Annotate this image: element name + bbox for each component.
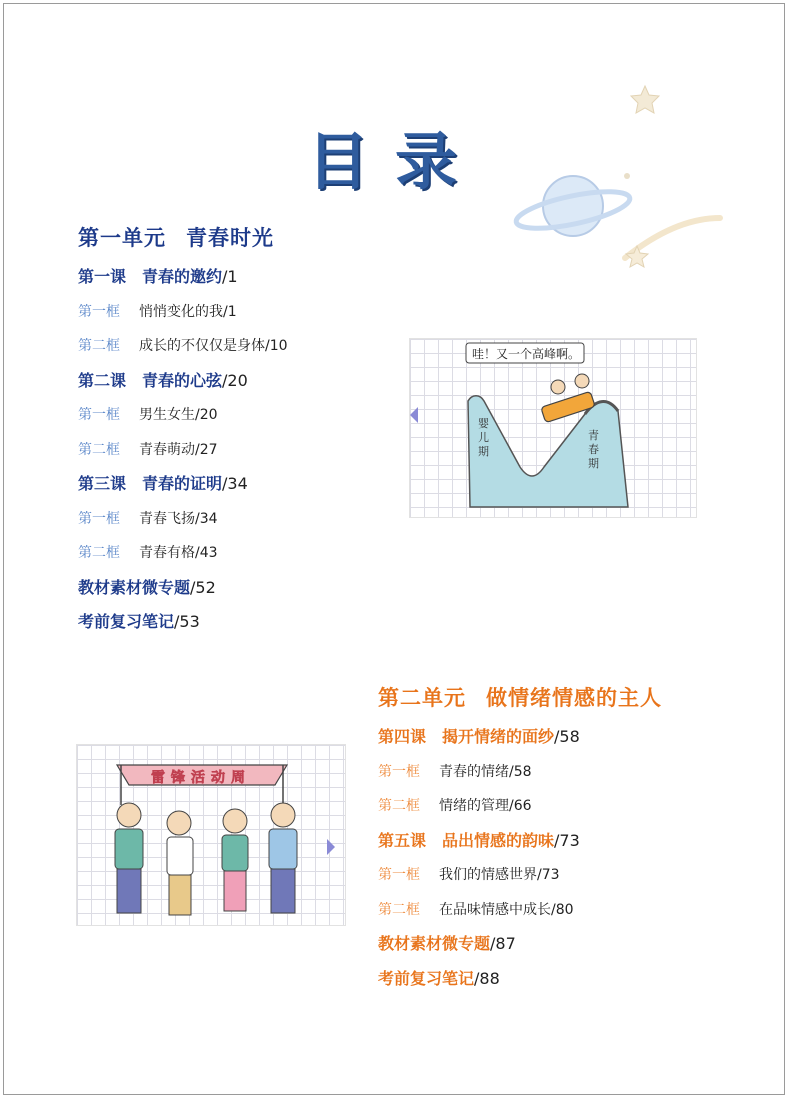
frame-label: 第一框 [78, 407, 120, 423]
toc-special-entry[interactable] [78, 575, 216, 598]
frame-label: 第一框 [378, 763, 420, 780]
unit1-subtitle: 青春时光 [186, 226, 274, 250]
frame-title: 男生女生 [139, 407, 195, 423]
frame-title: 我们的情感世界 [439, 867, 537, 883]
activity-week-illustration [76, 744, 346, 926]
lesson-title: 青春的证明 [142, 474, 223, 493]
frame-label: 第二框 [378, 798, 420, 814]
toc-frame-entry[interactable] [78, 404, 218, 424]
page-number: /52 [190, 577, 216, 597]
frame-title: 青春的情绪 [439, 763, 509, 780]
lesson-label: 第四课 [378, 727, 427, 746]
toc-lesson-entry[interactable] [378, 724, 580, 747]
speech-bubble-text: 哇！又一个高峰啊。 [472, 347, 581, 361]
toc-lesson-entry[interactable] [78, 264, 238, 287]
unit1-heading[interactable] [78, 222, 274, 252]
frame-title: 情绪的管理 [439, 798, 509, 814]
page-number: /88 [474, 968, 500, 988]
lesson-title: 青春的邀约 [142, 267, 223, 286]
frame-label: 第二框 [378, 901, 420, 918]
unit2-subtitle: 做情绪情感的主人 [486, 686, 662, 710]
page-number: /80 [551, 901, 574, 918]
frame-label: 第一框 [378, 867, 420, 883]
page-number: /66 [509, 798, 532, 814]
page-number: /53 [174, 612, 200, 631]
page-title: 目录 [306, 125, 483, 198]
toc-frame-entry[interactable] [378, 899, 574, 919]
frame-label: 第一框 [78, 510, 120, 527]
special-title: 教材素材微专题 [378, 934, 491, 953]
frame-title: 在品味情感中成长 [439, 901, 551, 918]
frame-title: 成长的不仅仅是身体 [139, 338, 265, 354]
toc-special-entry[interactable] [378, 931, 516, 954]
page-number: /87 [490, 934, 516, 953]
toc-lesson-entry[interactable] [78, 368, 248, 391]
frame-label: 第一框 [78, 303, 120, 320]
lesson-label: 第一课 [78, 267, 127, 286]
frame-title: 青春飞扬 [139, 510, 195, 527]
page-number: /10 [265, 338, 288, 354]
frame-title: 青春萌动 [139, 441, 195, 458]
lesson-title: 揭开情绪的面纱 [442, 727, 555, 746]
toc-frame-entry[interactable] [378, 864, 560, 884]
label-infancy: 婴儿期 [478, 417, 489, 458]
lesson-title: 青春的心弦 [142, 370, 223, 390]
frame-label: 第二框 [78, 545, 120, 561]
frame-label: 第二框 [78, 441, 120, 458]
toc-frame-entry[interactable] [78, 508, 218, 528]
page-number: /73 [554, 830, 580, 850]
toc-frame-entry[interactable] [78, 301, 237, 321]
special-title: 教材素材微专题 [78, 577, 191, 597]
page-number: /1 [222, 267, 238, 286]
toc-frame-entry[interactable] [78, 439, 218, 459]
unit2-title: 第二单元 [378, 686, 466, 710]
page-number: /58 [554, 727, 580, 746]
page-number: /20 [195, 407, 218, 423]
page-number: /34 [222, 474, 248, 493]
lesson-label: 第五课 [378, 830, 427, 850]
toc-lesson-entry[interactable] [378, 828, 580, 851]
page-number: /43 [195, 545, 218, 561]
page-number: /73 [537, 867, 560, 883]
lesson-title: 品出情感的韵味 [442, 830, 555, 850]
toc-special-entry[interactable] [78, 609, 200, 632]
label-adolescence: 青春期 [588, 429, 599, 470]
toc-frame-entry[interactable] [378, 761, 532, 781]
banner-text: 雷锋活动周 [151, 770, 251, 786]
frame-label: 第二框 [78, 338, 120, 354]
unit2-heading[interactable] [378, 682, 662, 712]
unit1-title: 第一单元 [78, 226, 166, 250]
toc-frame-entry[interactable] [78, 335, 288, 355]
page-number: /34 [195, 510, 218, 527]
lesson-label: 第二课 [78, 370, 127, 390]
frame-title: 悄悄变化的我 [139, 303, 223, 320]
page-number: /1 [223, 303, 237, 320]
special-title: 考前复习笔记 [78, 612, 175, 631]
toc-special-entry[interactable] [378, 966, 500, 989]
special-title: 考前复习笔记 [378, 968, 475, 988]
page-number: /58 [509, 763, 532, 780]
toc-frame-entry[interactable] [78, 542, 218, 562]
toc-lesson-entry[interactable] [78, 471, 248, 494]
page-number: /27 [195, 441, 218, 458]
rollercoaster-illustration [409, 338, 697, 518]
toc-frame-entry[interactable] [378, 795, 532, 815]
lesson-label: 第三课 [78, 474, 127, 493]
page-number: /20 [222, 370, 248, 390]
frame-title: 青春有格 [139, 545, 195, 561]
